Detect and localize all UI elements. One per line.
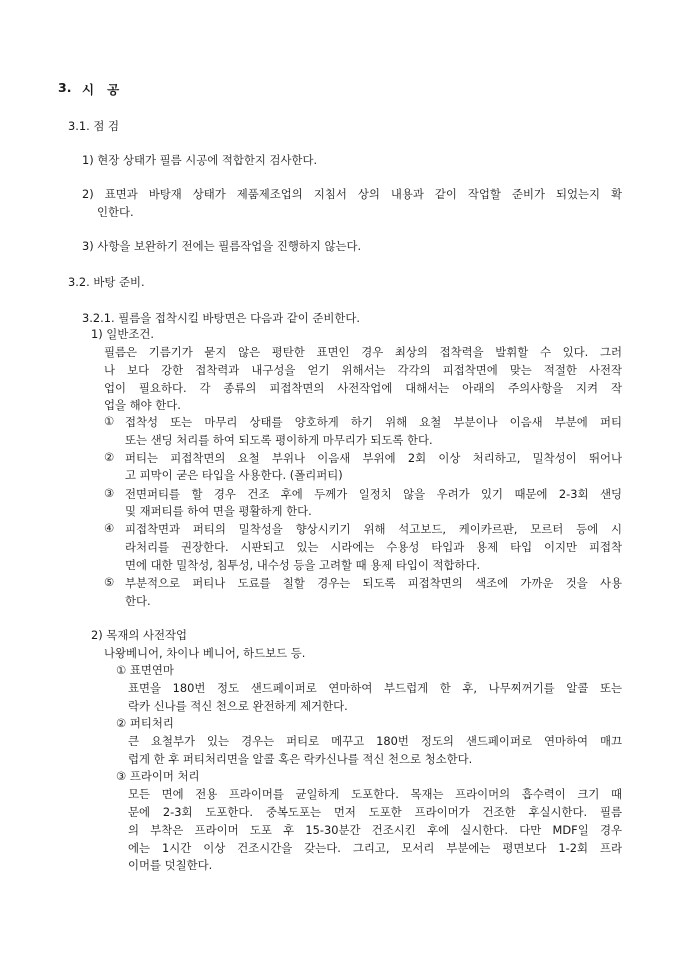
wood-item-3-line-2: 문에 2-3회 도포한다. 중복도포는 먼저 도포한 프라이머가 건조한 후실시한다. 필름 bbox=[128, 805, 622, 819]
general-item-1-mark: ① bbox=[104, 414, 115, 428]
general-item-3-line-2: 및 재퍼티를 하여 면을 평활하게 한다. bbox=[125, 504, 312, 518]
wood-item-2-line-2: 럽게 한 후 퍼티처리면을 알콜 혹은 락카신나를 적신 천으로 청소한다. bbox=[128, 752, 473, 766]
subsection-3-1-heading: 3.1. 점 검 bbox=[68, 119, 119, 133]
general-item-4-mark: ④ bbox=[104, 521, 115, 535]
wood-item-3-title: ③ 프라이머 처리 bbox=[116, 769, 200, 783]
wood-item-3-line-5: 이머를 덧칠한다. bbox=[128, 858, 213, 872]
wood-item-1-title: ① 표면연마 bbox=[116, 663, 174, 677]
general-para-line-1: 필름은 기름기가 묻지 않은 평탄한 표면인 경우 최상의 접착력을 발휘할 수 있다. 그러 bbox=[104, 345, 622, 359]
subsection-3-2-1-heading: 3.2.1. 필름을 접착시킬 바탕면은 다음과 같이 준비한다. bbox=[82, 311, 361, 325]
section-title: 시 공 bbox=[82, 82, 120, 97]
wood-title: 2) 목재의 사전작업 bbox=[91, 628, 187, 642]
subsection-3-2-heading: 3.2. 바탕 준비. bbox=[68, 275, 145, 289]
general-para-line-3: 업이 필요하다. 각 종류의 피접착면의 사전작업에 대해서는 아래의 주의사항을 지켜 작 bbox=[104, 381, 622, 395]
wood-item-2-title: ② 퍼티처리 bbox=[116, 716, 174, 730]
general-item-2-mark: ② bbox=[104, 450, 115, 464]
general-title: 1) 일반조건. bbox=[91, 327, 154, 341]
general-para-line-2: 나 보다 강한 접착력과 내구성을 얻기 위해서는 각각의 피접착면에 맞는 적절한 사전작 bbox=[104, 363, 622, 377]
wood-intro: 나왕베니어, 차이나 베니어, 하드보드 등. bbox=[104, 646, 306, 660]
general-item-1-line-2: 또는 샌딩 처리를 하여 되도록 평이하게 마무리가 되도록 한다. bbox=[125, 433, 433, 447]
general-item-1-line-1: 접착성 또는 마무리 상태를 양호하게 하기 위해 요철 부분이나 이음새 부분에 퍼티 bbox=[125, 415, 622, 429]
section-number: 3. bbox=[58, 80, 72, 95]
check-item-2-line-2: 인한다. bbox=[97, 205, 134, 219]
wood-item-3-line-3: 의 부착은 프라이머 도포 후 15-30분간 건조시킨 후에 실시한다. 다만 MDF일 경우 bbox=[128, 823, 622, 837]
wood-item-1-line-2: 락카 신나를 적신 천으로 완전하게 제거한다. bbox=[128, 699, 348, 713]
wood-item-3-line-4: 에는 1시간 이상 건조시간을 갖는다. 그리고, 모서리 부분에는 평면보다 1-2회 프라 bbox=[128, 841, 622, 855]
general-item-3-mark: ③ bbox=[104, 486, 115, 500]
general-item-2-line-2: 고 피막이 굳은 타입을 사용한다. (폴리퍼티) bbox=[125, 468, 343, 482]
general-item-5-mark: ⑤ bbox=[104, 575, 115, 589]
check-item-1: 1) 현장 상태가 필름 시공에 적합한지 검사한다. bbox=[82, 153, 318, 167]
general-item-5-line-2: 한다. bbox=[125, 594, 151, 608]
general-item-4-line-2: 라처리를 권장한다. 시판되고 있는 시라에는 수용성 타입과 용제 타입 이지만 피접착 bbox=[125, 540, 622, 554]
general-item-2-line-1: 퍼티는 피접착면의 요철 부위나 이음새 부위에 2회 이상 처리하고, 밀착성이 뛰어나 bbox=[125, 451, 622, 465]
wood-item-2-line-1: 큰 요철부가 있는 경우는 퍼티로 메꾸고 180번 정도의 샌드페이퍼로 연마하여 매끄 bbox=[128, 734, 622, 748]
check-item-2-line-1: 2) 표면과 바탕재 상태가 제품제조업의 지침서 상의 내용과 같이 작업할 준비가 되었는지 확 bbox=[82, 187, 622, 201]
general-item-5-line-1: 부분적으로 퍼티나 도료를 칠할 경우는 되도록 피접착면의 색조에 가까운 것을 사용 bbox=[125, 576, 622, 590]
general-item-4-line-3: 면에 대한 밀착성, 침투성, 내수성 등을 고려할 때 용제 타입이 적합하다. bbox=[125, 558, 481, 572]
general-item-4-line-1: 피접착면과 퍼티의 밀착성을 향상시키기 위해 석고보드, 케이카르판, 모르터 등에 시 bbox=[125, 522, 622, 536]
general-item-3-line-1: 전면퍼티를 할 경우 건조 후에 두께가 일정치 않을 우려가 있기 때문에 2-3회 샌딩 bbox=[125, 487, 622, 501]
general-para-line-4: 업을 해야 한다. bbox=[104, 398, 181, 412]
wood-item-3-line-1: 모든 면에 전용 프라이머를 균일하게 도포한다. 목재는 프라이머의 흡수력이 크기 때 bbox=[128, 787, 622, 801]
check-item-3: 3) 사항을 보완하기 전에는 필름작업을 진행하지 않는다. bbox=[82, 239, 362, 253]
wood-item-1-line-1: 표면을 180번 정도 샌드페이퍼로 연마하여 부드럽게 한 후, 나무찌꺼기를 알콜 또는 bbox=[128, 681, 622, 695]
